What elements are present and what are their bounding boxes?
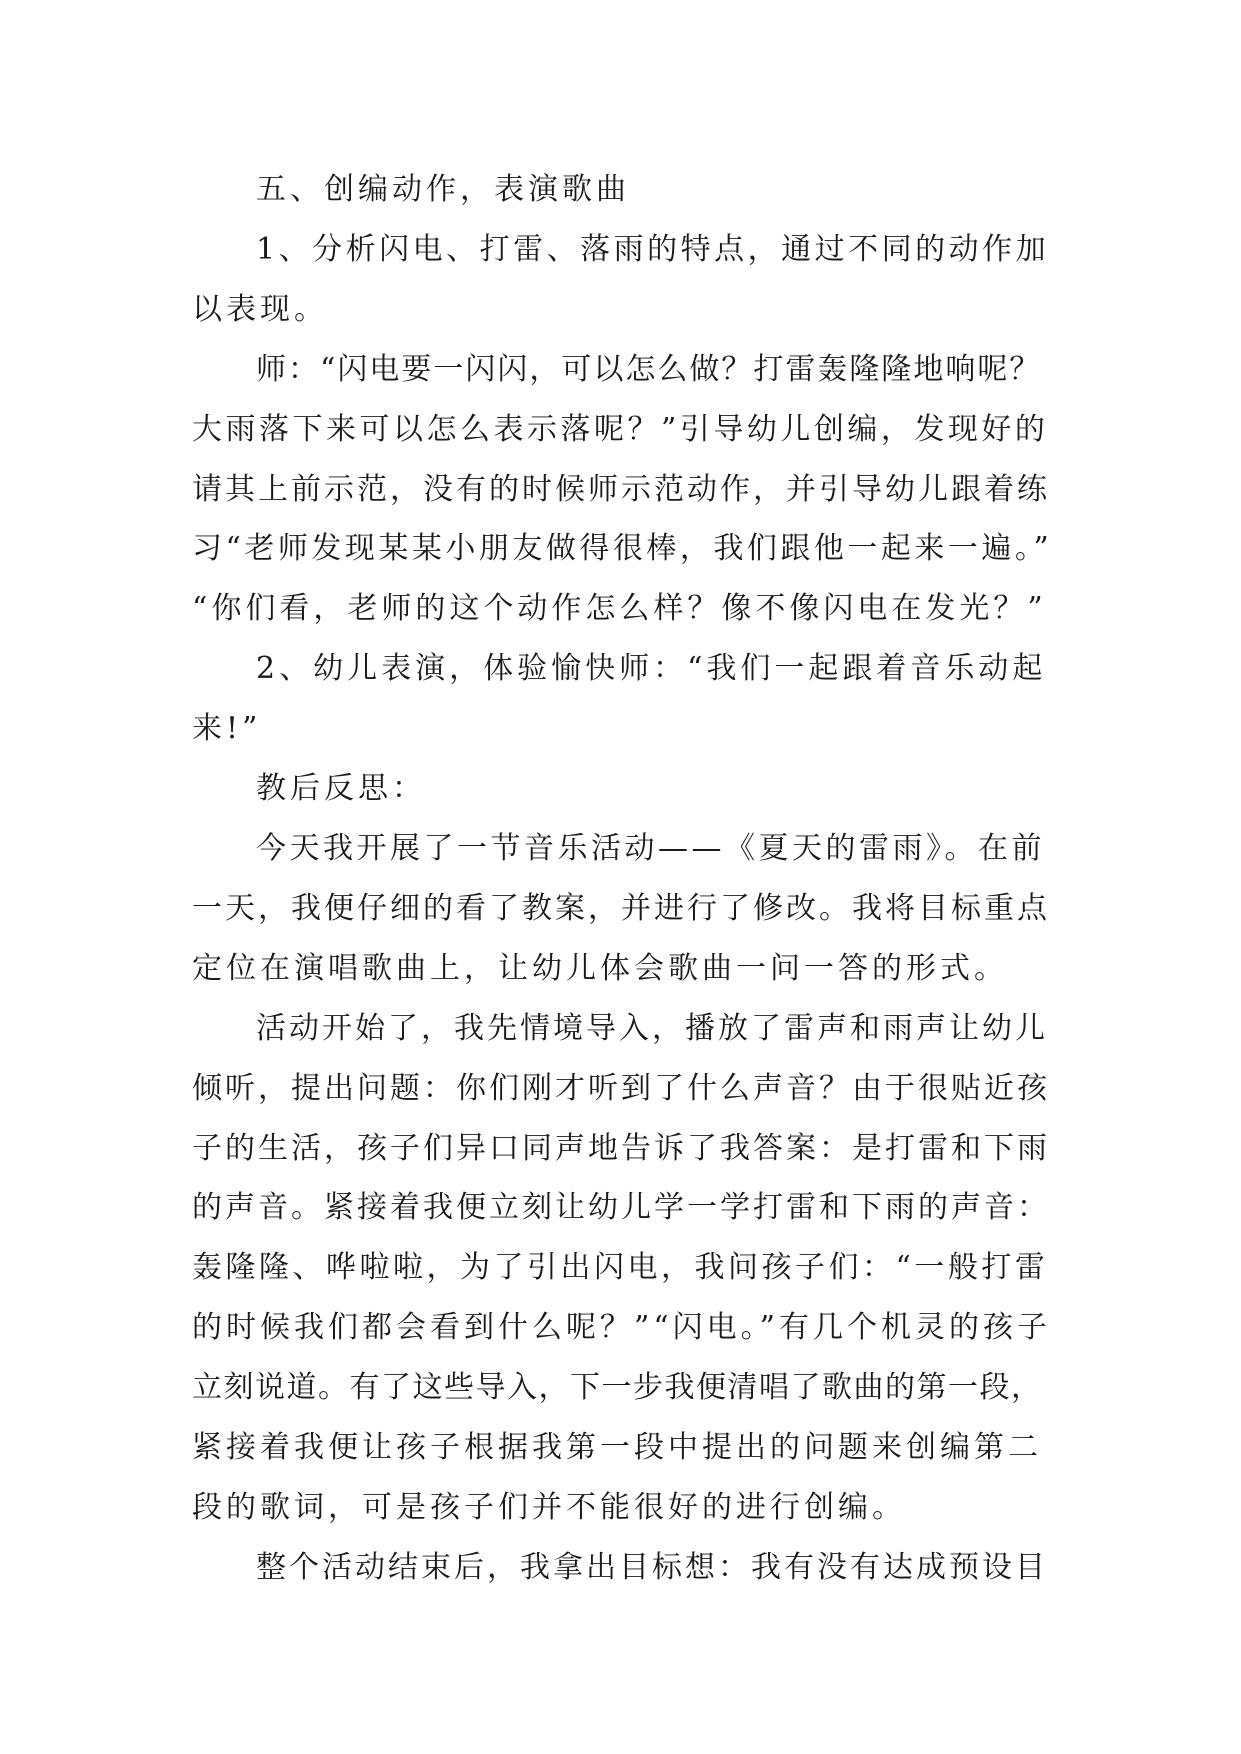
document-body: [192, 160, 1052, 1598]
paragraph-line: 师：“闪电要一闪闪，可以怎么做？打雷轰隆隆地响呢？: [256, 351, 1042, 387]
paragraph-line: 定位在演唱歌曲上，让幼儿体会歌曲一问一答的形式。: [192, 950, 1008, 986]
paragraph-line: 请其上前示范，没有的时候师示范动作，并引导幼儿跟着练: [192, 471, 1050, 507]
paragraph-line: 的时候我们都会看到什么呢？”“闪电。”有几个机灵的孩子: [192, 1310, 1052, 1346]
paragraph-line: 习“老师发现某某小朋友做得很棒，我们跟他一起来一遍。”: [192, 531, 1053, 567]
paragraph-line: “你们看，老师的这个动作怎么样？像不像闪电在发光？”: [192, 591, 1047, 627]
paragraph-line: 轰隆隆、哗啦啦，为了引出闪电，我问孩子们：“一般打雷: [192, 1250, 1049, 1286]
paragraph-line: 以表现。: [192, 291, 328, 327]
paragraph-line: 一天，我便仔细的看了教案，并进行了修改。我将目标重点: [192, 890, 1050, 926]
reflection-heading: 教后反思：: [256, 771, 426, 807]
paragraph-line: 整个活动结束后，我拿出目标想：我有没有达成预设目: [256, 1549, 1048, 1585]
paragraph-line: 段的歌词，可是孩子们并不能很好的进行创编。: [192, 1489, 906, 1525]
paragraph-line: 立刻说道。有了这些导入，下一步我便清唱了歌曲的第一段，: [192, 1370, 1043, 1406]
paragraph-line: 倾听，提出问题：你们刚才听到了什么声音？由于很贴近孩: [192, 1070, 1050, 1106]
paragraph-line: 大雨落下来可以怎么表示落呢？”引导幼儿创编，发现好的: [192, 411, 1049, 447]
paragraph-line: 的声音。紧接着我便立刻让幼儿学一学打雷和下雨的声音：: [192, 1190, 1050, 1226]
paragraph-line: 2、幼儿表演，体验愉快师：“我们一起跟着音乐动起: [256, 651, 1047, 687]
paragraph-line: 今天我开展了一节音乐活动——《夏天的雷雨》。在前: [256, 830, 1045, 866]
paragraph-line: 紧接着我便让孩子根据我第一段中提出的问题来创编第二: [192, 1430, 1042, 1466]
paragraph-line: 来!”: [192, 711, 262, 747]
section-heading: 五、创编动作，表演歌曲: [256, 172, 630, 207]
paragraph-line: 1、分析闪电、打雷、落雨的特点，通过不同的动作加: [256, 231, 1050, 267]
paragraph-line: 子的生活，孩子们异口同声地告诉了我答案：是打雷和下雨: [192, 1130, 1050, 1166]
paragraph-line: 活动开始了，我先情境导入，播放了雷声和雨声让幼儿: [256, 1010, 1048, 1046]
